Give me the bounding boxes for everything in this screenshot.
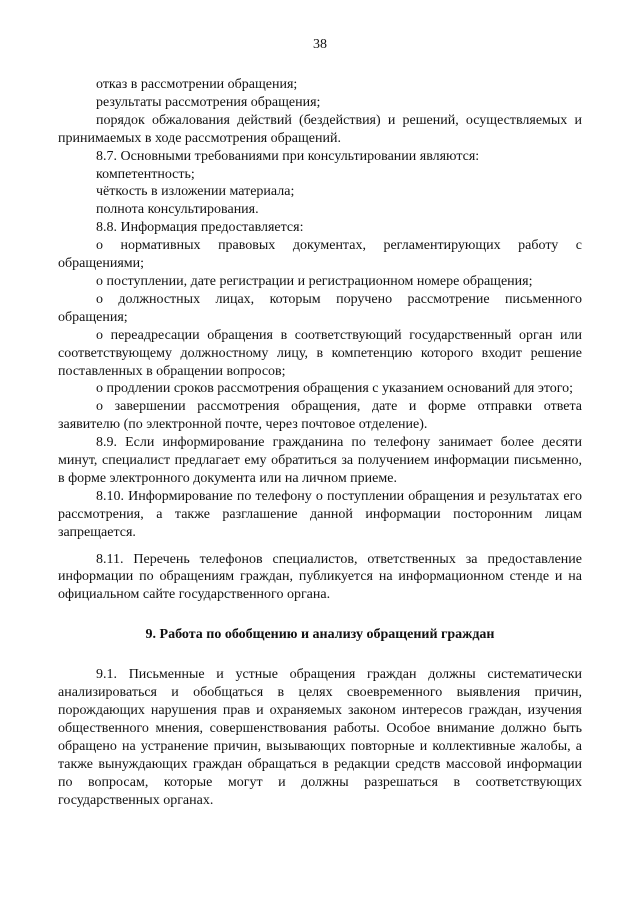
paragraph: о должностных лицах, которым поручено рассмотрение письменного обращения;	[58, 291, 582, 325]
paragraph: результаты рассмотрения обращения;	[96, 94, 321, 110]
paragraph: 8.7. Основными требованиями при консультировании являются:	[96, 148, 480, 164]
paragraph: 9.1. Письменные и устные обращения граждан должны систематически анализироваться и обобщаться в целях своевременного выявления причин, порождающих нарушения прав и охраняемых законом интересов граждан, изучения общественного мнения, совершенствования работы. Особое внимание должно быть обращено на устранение причин, вызывающих повторные и коллективные жалобы, а также вынуждающих граждан обращаться в редакции средств массовой информации по вопросам, которые могут и должны разрешаться в соответствующих государственных органах.	[58, 667, 582, 808]
paragraph: 8.8. Информация предоставляется:	[96, 220, 304, 236]
paragraph: о переадресации обращения в соответствующий государственный орган или соответствующему должностному лицу, в компетенцию которого входит решение поставленных в обращении вопросов;	[58, 327, 582, 379]
document-body	[58, 76, 582, 809]
paragraph: чёткость в изложении материала;	[96, 184, 295, 200]
paragraph: полнота консультирования.	[96, 202, 259, 218]
paragraph: компетентность;	[96, 166, 195, 182]
paragraph: о поступлении, дате регистрации и регистрационном номере обращения;	[96, 273, 533, 289]
page-number: 38	[313, 37, 327, 52]
paragraph: порядок обжалования действий (бездействия) и решений, осуществляемых и принимаемых в ходе рассмотрения обращений.	[58, 112, 582, 146]
paragraph: о завершении рассмотрения обращения, дате и форме отправки ответа заявителю (по электронной почте, через почтовое отделение).	[58, 399, 582, 433]
paragraph: 8.9. Если информирование гражданина по телефону занимает более десяти минут, специалист предлагает ему обратиться за получением информации письменно, в форме электронного документа или на личном приеме.	[58, 435, 582, 486]
paragraph: отказ в рассмотрении обращения;	[96, 77, 298, 92]
paragraph: 8.10. Информирование по телефону о поступлении обращения и результатах его рассмотрения, а также разглашение данной информации посторонним лицам запрещается.	[58, 488, 582, 540]
paragraph: о нормативных правовых документах, регламентирующих работу с обращениями;	[58, 238, 582, 272]
paragraph: о продлении сроков рассмотрения обращения с указанием оснований для этого;	[96, 381, 574, 397]
paragraph: 8.11. Перечень телефонов специалистов, ответственных за предоставление информации по обращениям граждан, публикуется на информационном стенде и на официальном сайте государственного органа.	[58, 551, 582, 603]
section-heading: 9. Работа по обобщению и анализу обращений граждан	[145, 627, 495, 643]
